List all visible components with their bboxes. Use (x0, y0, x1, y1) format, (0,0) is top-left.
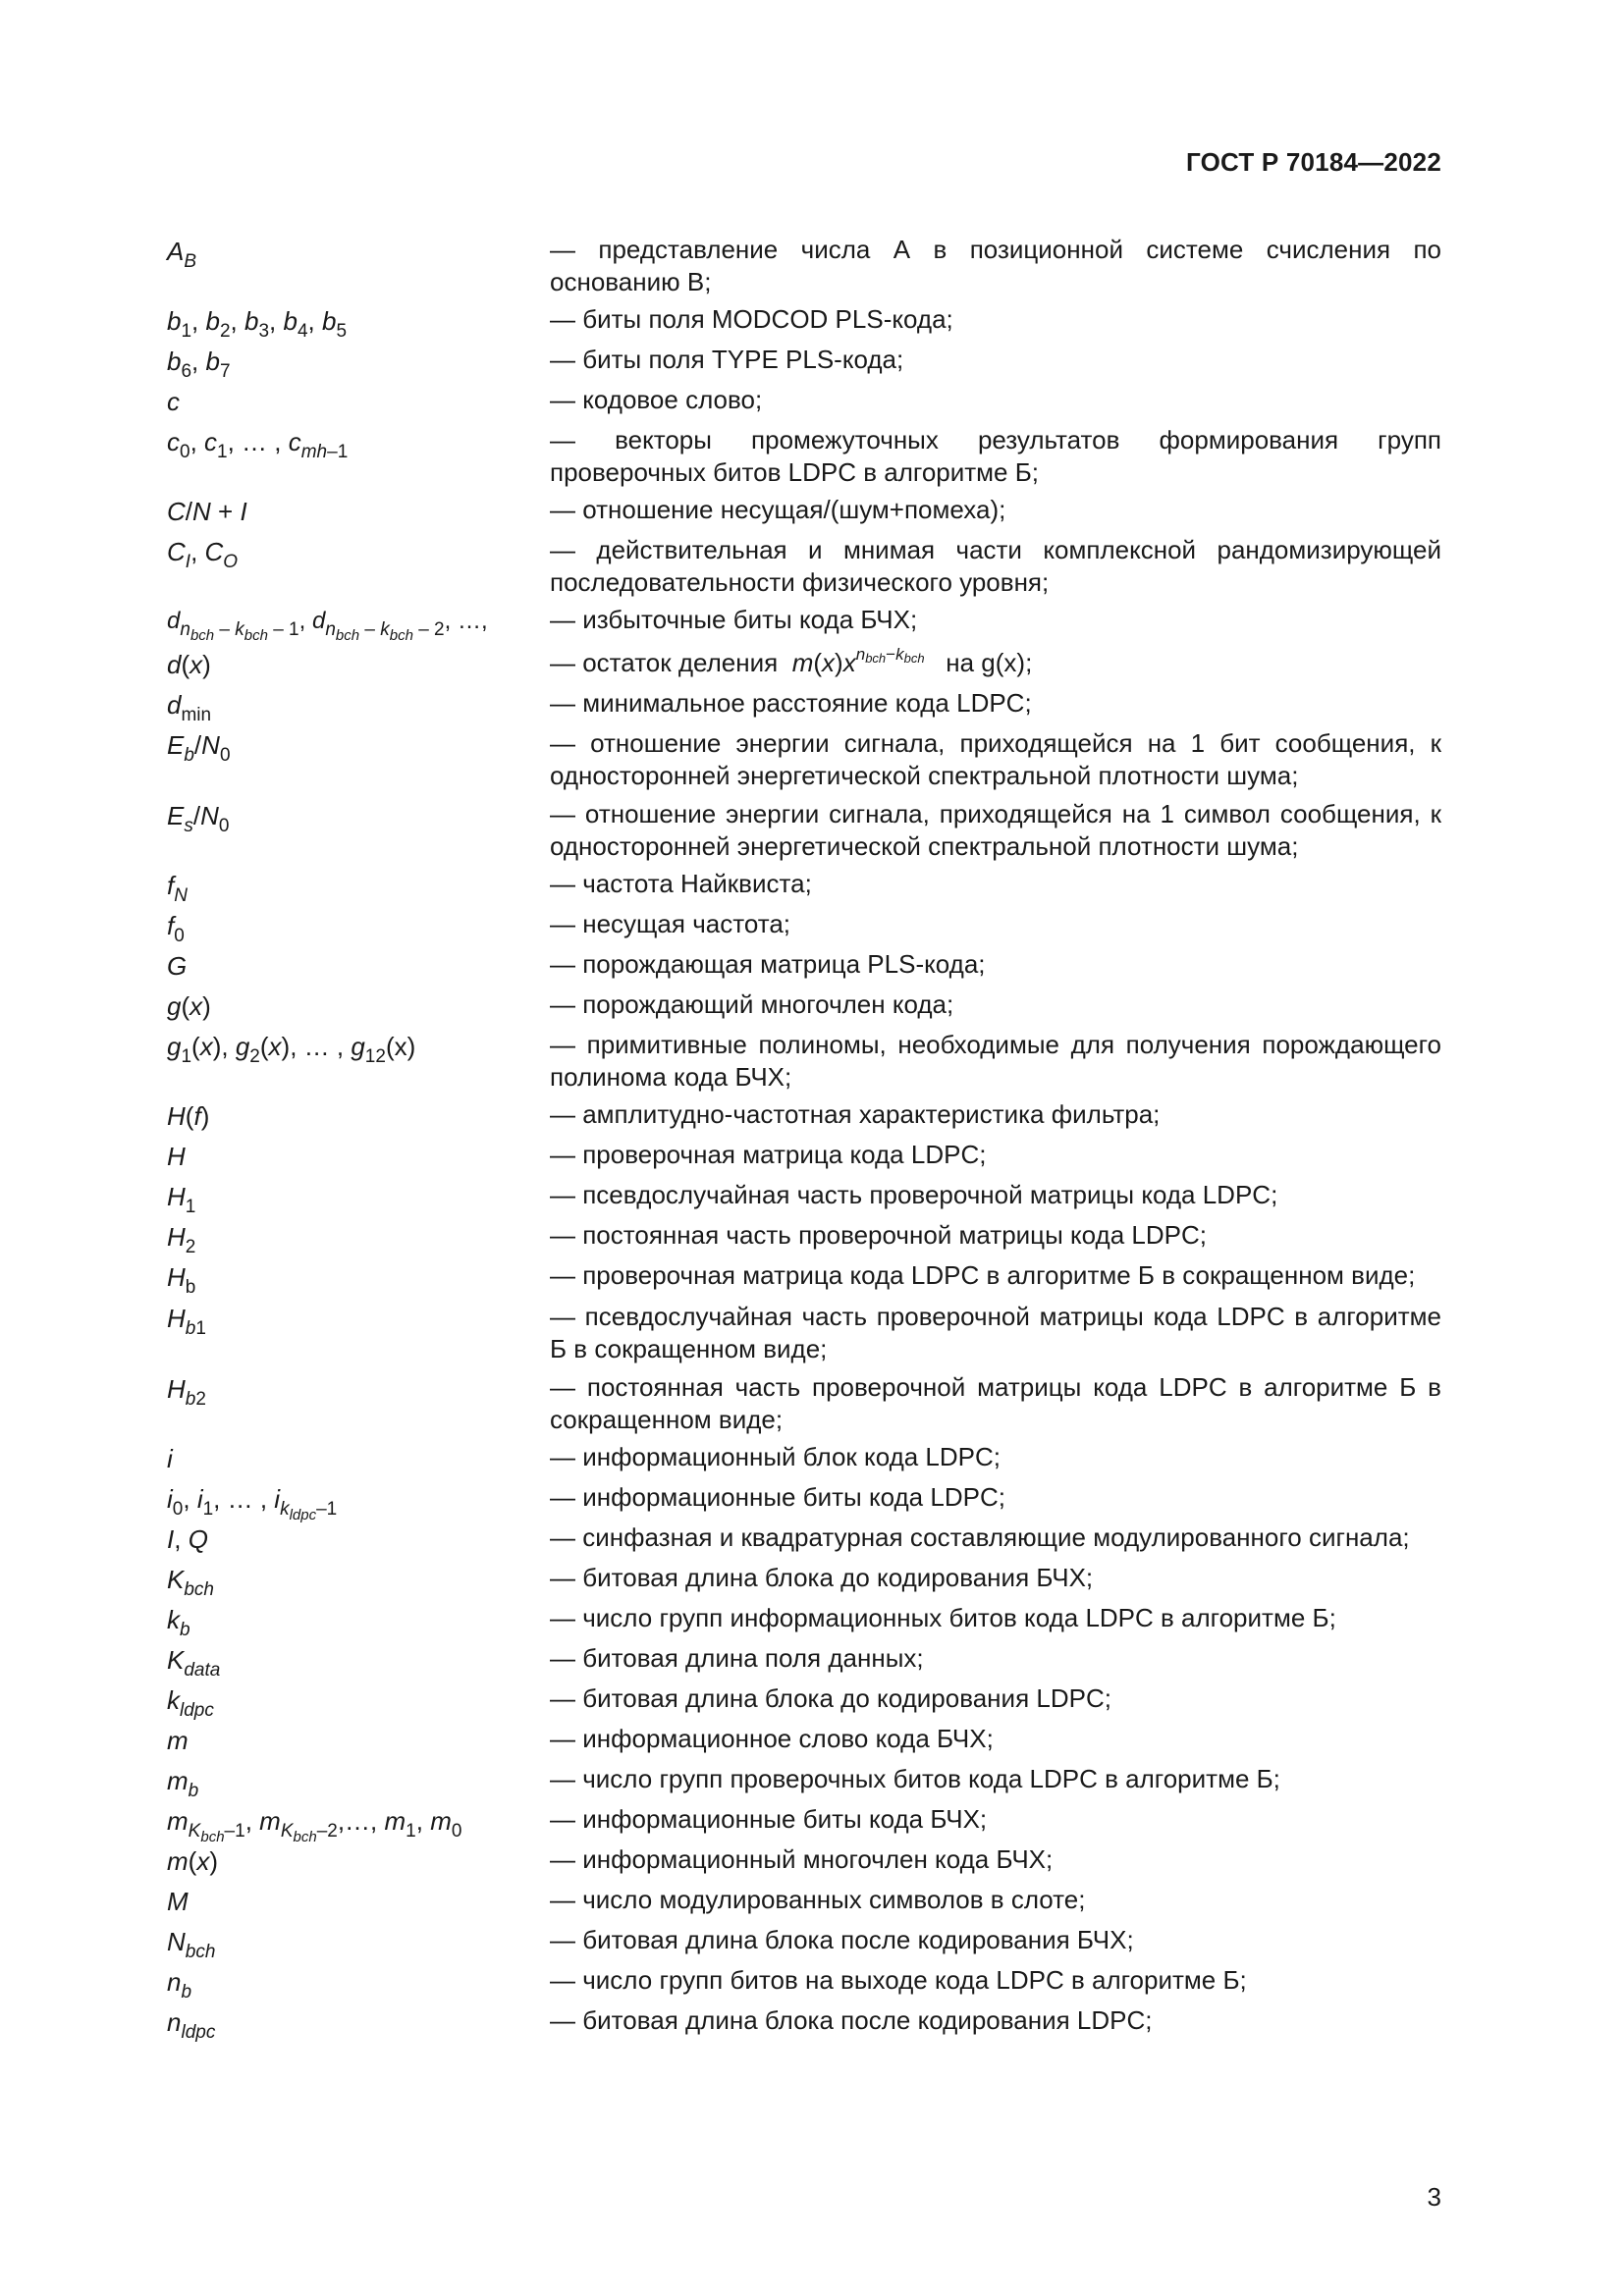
symbol: H(f) (167, 1101, 210, 1131)
symbol-description: — проверочная матрица кода LDPC; (550, 1140, 987, 1169)
document-header: ГОСТ Р 70184—2022 (1186, 147, 1441, 177)
symbol: $H_2$ (167, 1222, 196, 1257)
symbol: $K_{bch}$ (167, 1565, 214, 1600)
symbol-description: — битовая длина блока до кодирования LDPC; (550, 1683, 1111, 1713)
list-item (167, 534, 1441, 599)
list-item (167, 234, 1441, 298)
list-item (167, 1682, 1441, 1721)
symbol: M (167, 1887, 189, 1916)
list-item (167, 798, 1441, 863)
symbol: $d_{n_{bch} - k_{bch} - 1}$, $d_{n_{bch} - k_{bch} - 2}$, …, (167, 608, 488, 644)
list-item (167, 1098, 1441, 1134)
symbol-description: — число групп информационных битов кода LDPC в алгоритме Б; (550, 1603, 1336, 1632)
list-item (167, 1301, 1441, 1365)
symbol: $c_0$, $c_1$, … , $c_{mh-1}$ (167, 427, 349, 462)
symbol-description: — битовая длина блока до кодирования БЧХ; (550, 1563, 1094, 1592)
symbol: $d_{min}$ (167, 690, 212, 725)
symbol-description: — кодовое слово; (550, 385, 763, 414)
symbol-description: — битовая длина блока после кодирования LDPC; (550, 2005, 1153, 2035)
symbol-description: — отношение энергии сигнала, приходящейся на 1 символ сообщения, к односторонней энергетической спектральной плотности шума; (550, 799, 1441, 861)
list-item (167, 1763, 1441, 1801)
symbol-description: — псевдослучайная часть проверочной матрицы кода LDPC в алгоритме Б в сокращенном виде; (550, 1302, 1441, 1363)
list-item (167, 424, 1441, 489)
symbol: $K_{data}$ (167, 1645, 221, 1681)
list-item (167, 1803, 1441, 1845)
list-item (167, 2004, 1441, 2043)
symbol: $H_{b1}$ (167, 1304, 206, 1339)
symbol: $b_6$, $b_7$ (167, 347, 231, 382)
symbol: $f_0$ (167, 911, 185, 946)
symbol: m (167, 1726, 189, 1755)
symbol-description (550, 647, 1441, 679)
symbol: d(x) (167, 650, 211, 679)
symbol-description: — несущая частота; (550, 909, 791, 938)
list-item (167, 1843, 1441, 1879)
symbol: $m_{K_{bch}-1}$, $m_{K_{bch}-2},\dots$, $m_1$, $m_0$ (167, 1806, 462, 1845)
symbol-description: — представление числа А в позиционной системе счисления по основанию В; (550, 235, 1441, 296)
symbol-description: — примитивные полиномы, необходимые для получения порождающего полинома кода БЧХ; (550, 1030, 1441, 1092)
symbol: $A_B$ (167, 237, 197, 272)
symbol-description: — постоянная часть проверочной матрицы кода LDPC; (550, 1220, 1207, 1250)
list-item (167, 344, 1441, 382)
symbol: $k_b$ (167, 1605, 190, 1640)
list-item (167, 908, 1441, 946)
list-item (167, 988, 1441, 1024)
symbol-description: — битовая длина блока после кодирования БЧХ; (550, 1925, 1134, 1954)
symbol-description: — отношение несущая/(шум+помеха); (550, 495, 1006, 524)
symbol: $n_b$ (167, 1967, 192, 2002)
symbol-description: — порождающая матрица PLS-кода; (550, 949, 986, 979)
symbol: $H_b$ (167, 1262, 196, 1298)
list-item (167, 1179, 1441, 1217)
symbol-description: — информационный многочлен кода БЧХ; (550, 1844, 1054, 1874)
formula: $m(x)x^{n_{bch}-k_{bch}}$ (791, 645, 925, 677)
symbol-description: — информационный блок кода LDPC; (550, 1442, 1001, 1471)
list-item (167, 1441, 1441, 1476)
symbol: $H_{b2}$ (167, 1374, 206, 1410)
symbol-description: — синфазная и квадратурная составляющие модулированного сигнала; (550, 1522, 1410, 1552)
symbol-description: — действительная и мнимая части комплексной рандомизирующей последовательности физического уровня; (550, 535, 1441, 597)
symbol: $n_{ldpc}$ (167, 2007, 216, 2043)
list-item (167, 1029, 1441, 1094)
list-item (167, 1259, 1441, 1298)
symbol: $E_s/N_0$ (167, 801, 230, 836)
symbol: I, Q (167, 1524, 208, 1554)
symbol-description: — постоянная часть проверочной матрицы кода LDPC в алгоритме Б в сокращенном виде; (550, 1372, 1441, 1434)
list-item (167, 868, 1441, 906)
list-item (167, 1924, 1441, 1962)
symbol-description: — число групп битов на выходе кода LDPC в алгоритме Б; (550, 1965, 1247, 1995)
symbol: $m_b$ (167, 1766, 199, 1801)
symbol-description: — порождающий многочлен кода; (550, 989, 954, 1019)
list-item (167, 384, 1441, 419)
symbol-description: — минимальное расстояние кода LDPC; (550, 688, 1032, 718)
list-item (167, 687, 1441, 725)
list-item (167, 1522, 1441, 1557)
symbol-description: — биты поля MODCOD PLS-кода; (550, 304, 953, 334)
symbol-description: — избыточные биты кода БЧХ; (550, 605, 918, 634)
symbols-list (167, 234, 1441, 2045)
symbol: $H_1$ (167, 1182, 196, 1217)
list-item (167, 1642, 1441, 1681)
symbol: c (167, 387, 180, 416)
list-item (167, 1562, 1441, 1600)
list-item (167, 1723, 1441, 1758)
symbol-description: — амплитудно-частотная характеристика фильтра; (550, 1099, 1161, 1129)
list-item (167, 1602, 1441, 1640)
list-item (167, 948, 1441, 984)
symbol-description: — векторы промежуточных результатов формирования групп проверочных битов LDPC в алгоритме Б; (550, 425, 1441, 487)
list-item (167, 604, 1441, 644)
symbol: $g_1(x)$, $g_2(x)$, … , $g_{12}(x)$ (167, 1032, 416, 1067)
description-prefix: — остаток деления (550, 648, 779, 677)
symbol: m(x) (167, 1846, 219, 1876)
symbol-description: — информационное слово кода БЧХ; (550, 1724, 994, 1753)
list-item (167, 727, 1441, 792)
symbol-description: — проверочная матрица кода LDPC в алгоритме Б в сокращенном виде; (550, 1260, 1416, 1290)
symbol-description: — информационные биты кода БЧХ; (550, 1804, 988, 1834)
symbol-description: — информационные биты кода LDPC; (550, 1482, 1005, 1512)
page-number: 3 (1427, 2182, 1441, 2212)
symbol: $C_I$, $C_O$ (167, 537, 239, 572)
list-item (167, 1371, 1441, 1436)
list-item (167, 1219, 1441, 1255)
symbol: $b_1$, $b_2$, $b_3$, $b_4$, $b_5$ (167, 306, 348, 342)
symbol: g(x) (167, 991, 211, 1021)
symbol-description: — число модулированных символов в слоте; (550, 1885, 1086, 1914)
symbol: C/N + I (167, 497, 247, 526)
list-item (167, 647, 1441, 682)
list-item (167, 1884, 1441, 1919)
symbol: G (167, 951, 188, 981)
list-item (167, 1964, 1441, 2000)
symbol: $E_b/N_0$ (167, 730, 231, 766)
symbol: H (167, 1142, 186, 1171)
symbol-description: — отношение энергии сигнала, приходящейся на 1 бит сообщения, к односторонней энергетической спектральной плотности шума; (550, 728, 1441, 790)
symbol: $f_N$ (167, 871, 188, 906)
list-item (167, 1139, 1441, 1174)
symbol-description: — псевдослучайная часть проверочной матрицы кода LDPC; (550, 1180, 1278, 1209)
symbol: $i_0$, $i_1$, … , $i_{k_{ldpc}-1}$ (167, 1484, 338, 1523)
symbol-description: — биты поля TYPE PLS-кода; (550, 345, 904, 374)
symbol: $N_{bch}$ (167, 1927, 216, 1962)
symbol-description: — частота Найквиста; (550, 869, 812, 898)
description-suffix: на g(x); (946, 648, 1033, 677)
list-item (167, 1481, 1441, 1523)
list-item (167, 303, 1441, 342)
list-item (167, 494, 1441, 529)
symbol-description: — число групп проверочных битов кода LDPC в алгоритме Б; (550, 1764, 1280, 1793)
symbol: $k_{ldpc}$ (167, 1685, 214, 1721)
symbol-description: — битовая длина поля данных; (550, 1643, 924, 1673)
symbol: i (167, 1444, 173, 1473)
